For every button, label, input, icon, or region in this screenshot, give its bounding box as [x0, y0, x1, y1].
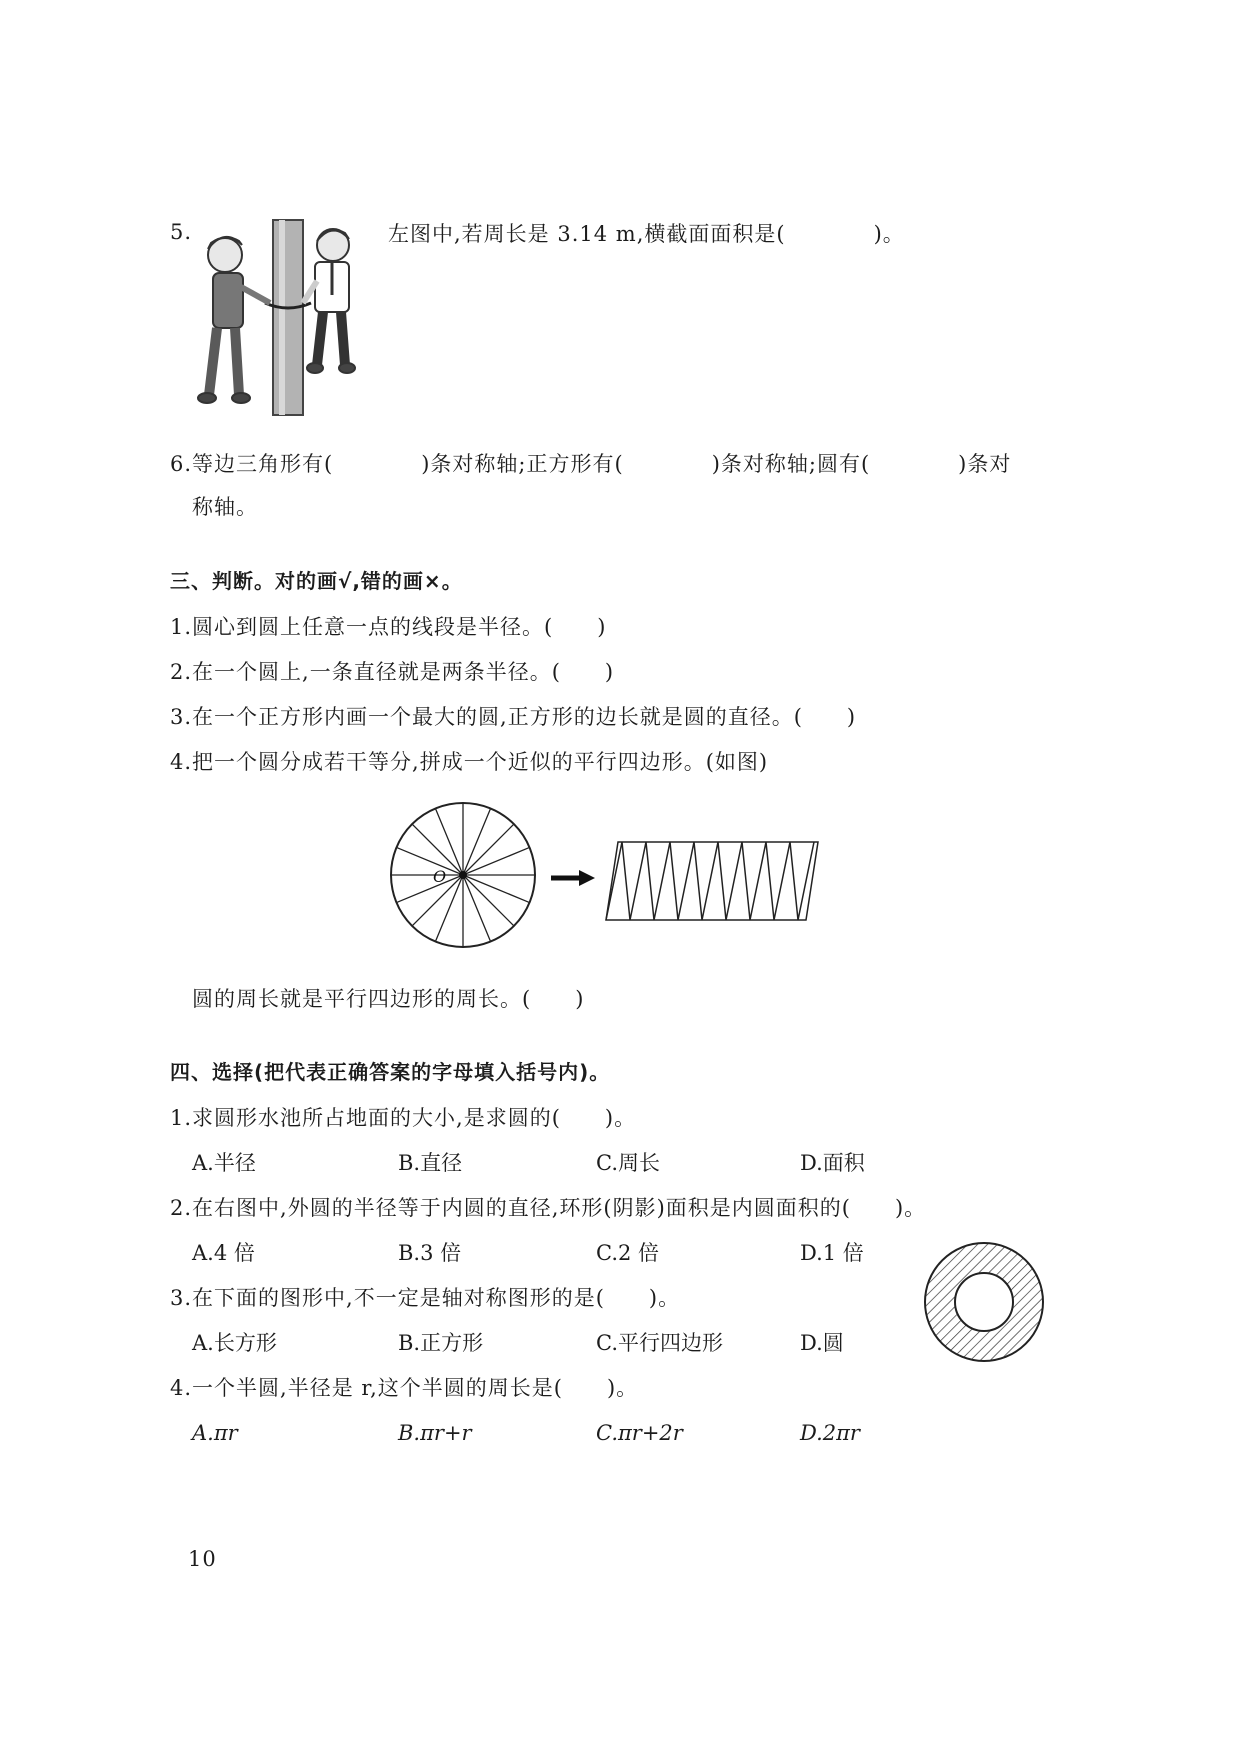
- parallelogram-figure: [600, 838, 840, 924]
- divided-circle-figure: [388, 800, 538, 950]
- page-number: 10: [188, 1547, 217, 1571]
- ring-figure: [922, 1240, 1046, 1364]
- choice-q3-text: 3.在下面的图形中,不一定是轴对称图形的是( )。: [170, 1286, 681, 1310]
- section3-item-3: 3.在一个正方形内画一个最大的圆,正方形的边长就是圆的直径。( ): [170, 705, 857, 729]
- choice-q1-option-c: C.周长: [596, 1151, 660, 1175]
- choice-q2-option-b: B.3 倍: [398, 1241, 462, 1265]
- pole: [273, 220, 303, 415]
- q5-number: 5.: [170, 220, 193, 244]
- choice-q1-option-b: B.直径: [398, 1151, 463, 1175]
- choice-q2-text: 2.在右图中,外圆的半径等于内圆的直径,环形(阴影)面积是内圆面积的( )。: [170, 1196, 927, 1220]
- choice-q4-option-a: A.πr: [192, 1421, 238, 1445]
- choice-q2-option-c: C.2 倍: [596, 1241, 660, 1265]
- choice-q1-text: 1.求圆形水池所占地面的大小,是求圆的( )。: [170, 1106, 637, 1130]
- q6-line1: 6.等边三角形有( )条对称轴;正方形有( )条对称轴;圆有( )条对: [170, 452, 1012, 476]
- parallelogram-zigzag: [606, 842, 814, 920]
- circle-center-label: O: [433, 867, 447, 886]
- choice-q3-option-b: B.正方形: [398, 1331, 484, 1355]
- choice-q1-option-a: A.半径: [192, 1151, 256, 1175]
- choice-q4-option-c: C.πr+2r: [596, 1421, 683, 1445]
- section4-title: 四、选择(把代表正确答案的字母填入括号内)。: [170, 1060, 611, 1084]
- section3-title: 三、判断。对的画√,错的画×。: [170, 569, 463, 593]
- section3-item-4: 4.把一个圆分成若干等分,拼成一个近似的平行四边形。(如图): [170, 750, 769, 774]
- section3-item-2: 2.在一个圆上,一条直径就是两条半径。( ): [170, 660, 615, 684]
- q6-line2: 称轴。: [192, 495, 258, 519]
- arrow-icon: [551, 868, 595, 888]
- right-boy: [303, 229, 355, 373]
- q5-illustration: [195, 215, 385, 415]
- choice-q2-option-d: D.1 倍: [800, 1241, 864, 1265]
- choice-q3-option-d: D.圆: [800, 1331, 844, 1355]
- left-boy: [198, 237, 270, 403]
- section3-item4-statement: 圆的周长就是平行四边形的周长。( ): [192, 987, 585, 1011]
- choice-q3-option-a: A.长方形: [192, 1331, 277, 1355]
- choice-q4-option-d: D.2πr: [800, 1421, 860, 1445]
- section3-item-1: 1.圆心到圆上任意一点的线段是半径。( ): [170, 615, 607, 639]
- choice-q3-option-c: C.平行四边形: [596, 1331, 723, 1355]
- q5-text: 左图中,若周长是 3.14 m,横截面面积是( )。: [388, 222, 905, 246]
- choice-q4-text: 4.一个半圆,半径是 r,这个半圆的周长是( )。: [170, 1376, 639, 1400]
- choice-q2-option-a: A.4 倍: [192, 1241, 255, 1265]
- choice-q1-option-d: D.面积: [800, 1151, 865, 1175]
- choice-q4-option-b: B.πr+r: [398, 1421, 472, 1445]
